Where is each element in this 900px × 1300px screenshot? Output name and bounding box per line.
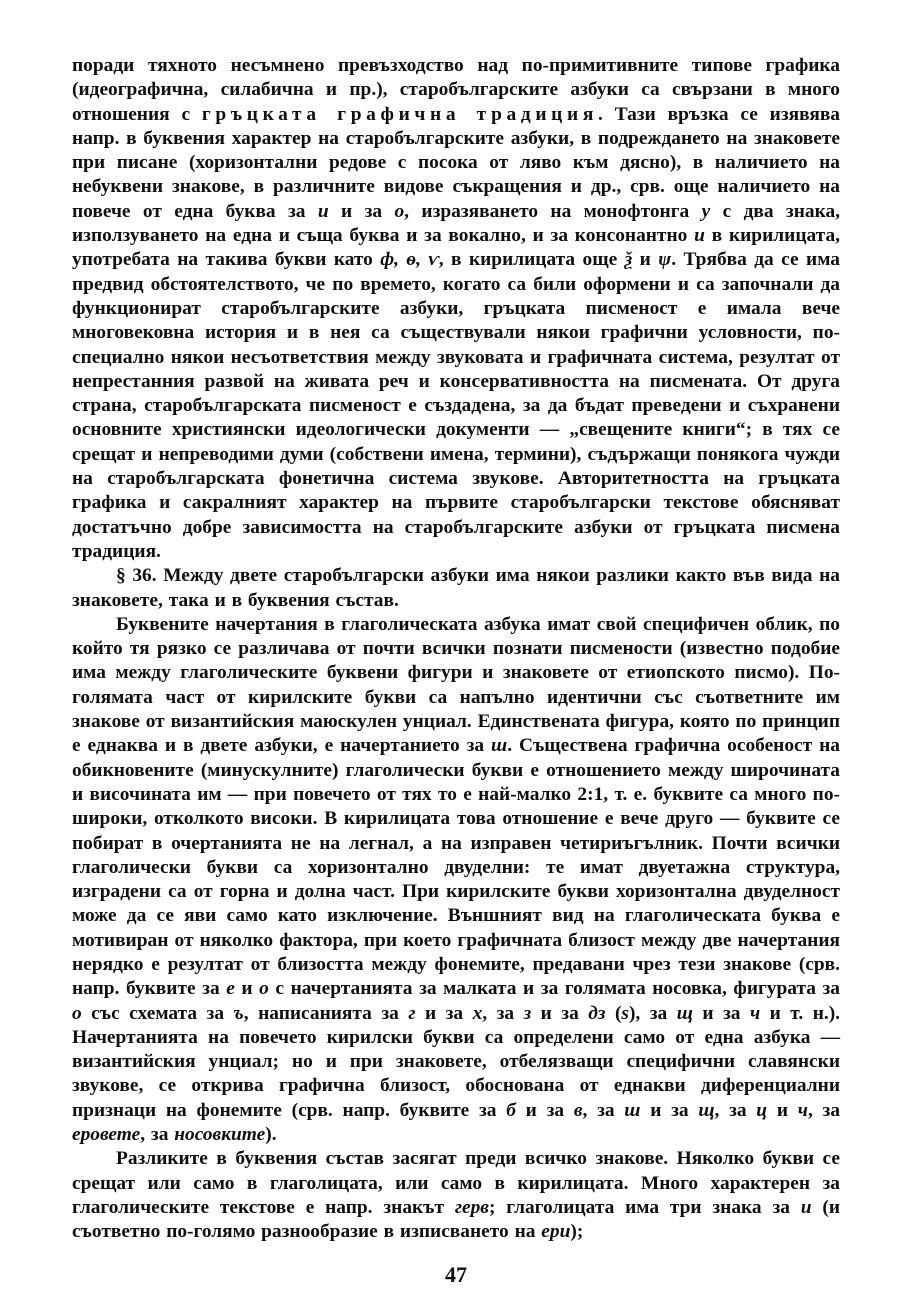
italic-term: х — [472, 1002, 483, 1024]
paragraph-section-36: § 36. Между двете старобългарски азбуки има някои разлики както във вида на знаковете, така и в буквения състав. — [72, 565, 840, 611]
italic-term: ъ — [233, 1002, 244, 1024]
paragraph-letter-inventory: Разликите в буквения състав засягат преди всичко знакове. Няколко букви се срещат или само в глаголицата, или само в кирилицата. Много характерен за глаголическите текстове е напр. знакът герв; глаголицата има три знака за и (и съответно по-голямо разнообразие в изписването на ери); — [72, 1148, 840, 1243]
paragraph-continuation: поради тяхното несъмнено превъзходство над по-примитивните типове графика (идеографична, силабична и пр.), старобългарските азбуки са свързани в много отношения с гръцката графична традиция. Тази връзка се изявява напр. в буквения характер на старобългарските азбуки, в подреждането на знаковете при писане (хоризонтални редове с посока от ляво към дясно), в наличието на небуквени знакове, в различните видове съкращения и др., срв. още наличието на повече от една буква за и и за о, изразяването на монофтонга у с два знака, използуването на една и съща буква и за вокално, и за консонантно и в кирилицата, употребата на такива букви като ф, ѳ, ѵ, в кирилицата още ѯ и ѱ. Трябва да се има предвид обстоятелството, че по времето, когато са били оформени и са започнали да функционират старобългарските азбуки, гръцката писменост е имала вече многовековна история и в нея са съществували някои графични условности, по-специално някои несъответствия между звуковата и графичната система, резултат от непрестанния развой на живата реч и консервативността на писмената. От друга страна, старобългарската писменост е създадена, за да бъдат преведени и съхранени основните християнски идеологически документи — „свещените книги“; в тях се срещат и непреводими думи (собствени имена, термини), съдържащи понякога чужди на старобългарската фонетична система звукове. Авторитетността на гръцката графика и сакралният характер на първите старобългарски текстове обясняват достатъчно добре зависимостта на старобългарските азбуки от гръцката писмена традиция. — [72, 55, 841, 562]
italic-term: герв — [454, 1196, 489, 1218]
italic-term: дз — [588, 1002, 606, 1024]
italic-term: ц — [756, 1099, 768, 1121]
italic-term: ѱ — [658, 249, 672, 271]
italic-term: о — [259, 978, 269, 1000]
italic-term: ф, ѳ, ѵ — [380, 249, 439, 271]
italic-term: у — [701, 200, 711, 222]
italic-term: е — [226, 978, 235, 1000]
page-number: 47 — [445, 1261, 467, 1287]
italic-term: еровете — [72, 1124, 141, 1146]
italic-term: и — [800, 1196, 812, 1218]
italic-term: носовките — [174, 1124, 266, 1146]
italic-term: и — [317, 200, 329, 222]
italic-term: щ — [676, 1002, 693, 1024]
italic-term: ш — [491, 735, 508, 757]
italic-term: ѕ — [621, 1002, 629, 1024]
italic-term: о — [394, 200, 405, 222]
paragraph-letter-shapes: Буквените начертания в глаголическата азбука имат свой специфичен облик, по който тя рязко се различава от почти всички познати писмености (известно подобие има между глаголическите буквени фигури и знаковете от етиопското писмо). По-голямата част от кирилските букви са напълно идентични със съответните им знакове от византийския маюскулен унциал. Единствената фигура, която по принцип е еднаква и в двете азбуки, е начертанието за ш. Съществена графична особеност на обикновените (минускулните) глаголически букви е отношението между широчината и височината им — при повечето от тях то е най-малко 2:1, т. е. буквите са много по-широки, отколкото високи. В кирилицата това отношение е вече друго — буквите се побират в очертанията не на легнал, а на изправен четириъгълник. Почти всички глаголически букви са хоризонтално двуделни: те имат двуетажна структура, изградени са от горна и долна част. При кирилските букви хоризонтална двуделност може да се яви само като изключение. Външният вид на глаголическата буква е мотивиран от няколко фактора, при което графичната близост между две начертания нерядко е резултат от близостта между фонемите, предавани чрез тези знакове (срв. напр. буквите за е и о с начертанията за малката и за голямата носовка, фигурата за о със схемата за ъ, написанията за г и за х, за з и за дз (ѕ), за щ и за ч и т. н.). Начертанията на повечето кирилски букви са определени само от една азбука — византийския унциал; но и при знаковете, отбелязващи специфични славянски звукове, се открива графична близост, обоснована от еднакви диференциални признаци на фонемите (срв. напр. буквите за б и за в, за ш и за щ, за ц и ч, за еровете, за носовките). — [72, 613, 841, 1146]
italic-term: в — [573, 1099, 583, 1121]
italic-term: щ — [698, 1099, 715, 1121]
italic-term: ч — [749, 1002, 761, 1024]
letterspaced-phrase: гръцката графична традиция — [201, 103, 598, 125]
italic-term: ери — [541, 1221, 571, 1243]
italic-term: о — [72, 1002, 82, 1024]
italic-term: б — [506, 1099, 516, 1121]
italic-term: ш — [624, 1099, 641, 1121]
italic-term: ч — [797, 1099, 808, 1121]
italic-term: и — [694, 225, 705, 247]
body-text — [72, 54, 840, 1245]
italic-term: з — [523, 1002, 532, 1024]
italic-term: ѯ — [624, 249, 633, 271]
italic-term: г — [408, 1002, 416, 1024]
